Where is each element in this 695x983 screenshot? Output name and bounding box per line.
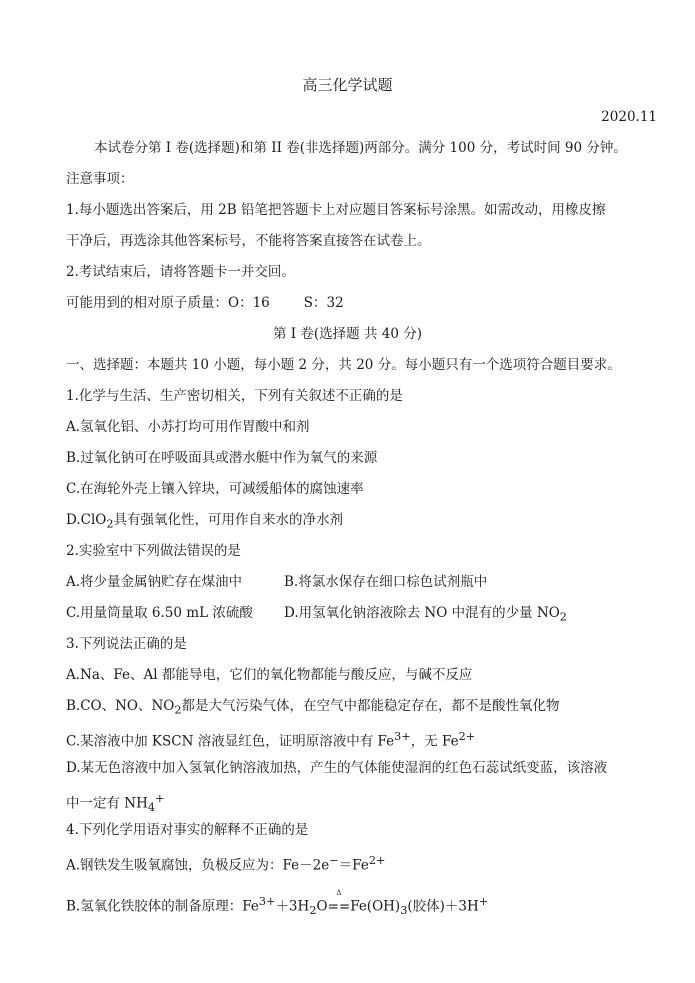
note-1-line-1: 1.每小题选出答案后，用 2B 铅笔把答题卡上对应题目答案标号涂黑。如需改动，用橡皮擦 [66,202,606,218]
heating-equals-sign: Δ == [327,888,351,915]
heat-delta-mark: Δ [336,888,342,897]
note-1-line-2: 干净后，再选涂其他答案标号，不能将答案直接答在试卷上。 [66,233,431,249]
notice-heading: 注意事项： [66,171,134,187]
q1-option-c: C.在海轮外壳上镶入锌块，可减缓船体的腐蚀速率 [66,481,364,497]
q3-stem: 3.下列说法正确的是 [66,636,187,652]
q3-option-d-line-2: 中一定有 $NH_4^+$ [66,792,165,815]
q2-option-b: B.将氯水保存在细口棕色试剂瓶中 [284,574,488,590]
q2-options-cd [66,604,657,622]
exam-description: 本试卷分第 I 卷(选择题)和第 II 卷(非选择题)两部分。满分 100 分，考试时间 90 分钟。 [94,140,627,156]
q2-options-ab [66,573,657,591]
q3-option-c: C.某溶液中加 KSCN 溶液显红色，证明原溶液中有 $Fe^{3+}$，无 $Fe^{2+}$ [66,730,476,750]
q4-option-b: B.氢氧化铁胶体的制备原理：$Fe^{3+}+3H_2O$ Δ $==Fe(OH)_3$(胶体)＋3H+ [66,888,489,918]
q1-option-a: A.氢氧化铝、小苏打均可用作胃酸中和剂 [66,419,310,435]
page-title: 高三化学试题 [302,76,393,94]
q3-option-d-line-1: D.某无色溶液中加入氢氧化钠溶液加热，产生的气体能使湿润的红色石蕊试纸变蓝，该溶液 [66,760,608,776]
q2-option-a: A.将少量金属钠贮存在煤油中 [66,574,243,590]
q2-stem: 2.实验室中下列做法错误的是 [66,543,241,559]
q4-stem: 4.下列化学用语对事实的解释不正确的是 [66,822,309,838]
exam-date: 2020.11 [601,109,657,125]
q1-option-b: B.过氧化钠可在呼吸面具或潜水艇中作为氧气的来源 [66,450,378,466]
q2-option-c: C.用量筒量取 6.50 mL 浓硫酸 [66,605,253,621]
q1-stem: 1.化学与生活、生产密切相关，下列有关叙述不正确的是 [66,388,403,404]
q3-option-b: B.CO、NO、$NO_2$都是大气污染气体，在空气中都能稳定存在，都不是酸性氧化物 [66,698,560,717]
note-2: 2.考试结束后，请将答题卡一并交回。 [66,264,295,280]
atomic-mass-o: 可能用到的相对原子质量：O：16 [66,295,270,311]
q4-option-a: A.钢铁发生吸氧腐蚀，负极反应为：$Fe-2e^-=Fe^{2+}$ [66,854,386,874]
atomic-mass-s: S：32 [303,295,344,311]
section-1-instruction: 一、选择题：本题共 10 小题，每小题 2 分，共 20 分。每小题只有一个选项符合题目要求。 [66,357,621,373]
q2-option-d: D.用氢氧化钠溶液除去 NO 中混有的少量 $NO_2$ [284,605,567,624]
section-1-heading: 第 I 卷(选择题 共 40 分) [272,326,422,342]
q3-option-a: A.Na、Fe、Al 都能导电，它们的氧化物都能与酸反应，与碱不反应 [66,667,473,683]
atomic-mass-line [66,294,657,312]
q1-option-d: D.ClO$_2$具有强氧化性，可用作自来水的净水剂 [66,512,344,531]
